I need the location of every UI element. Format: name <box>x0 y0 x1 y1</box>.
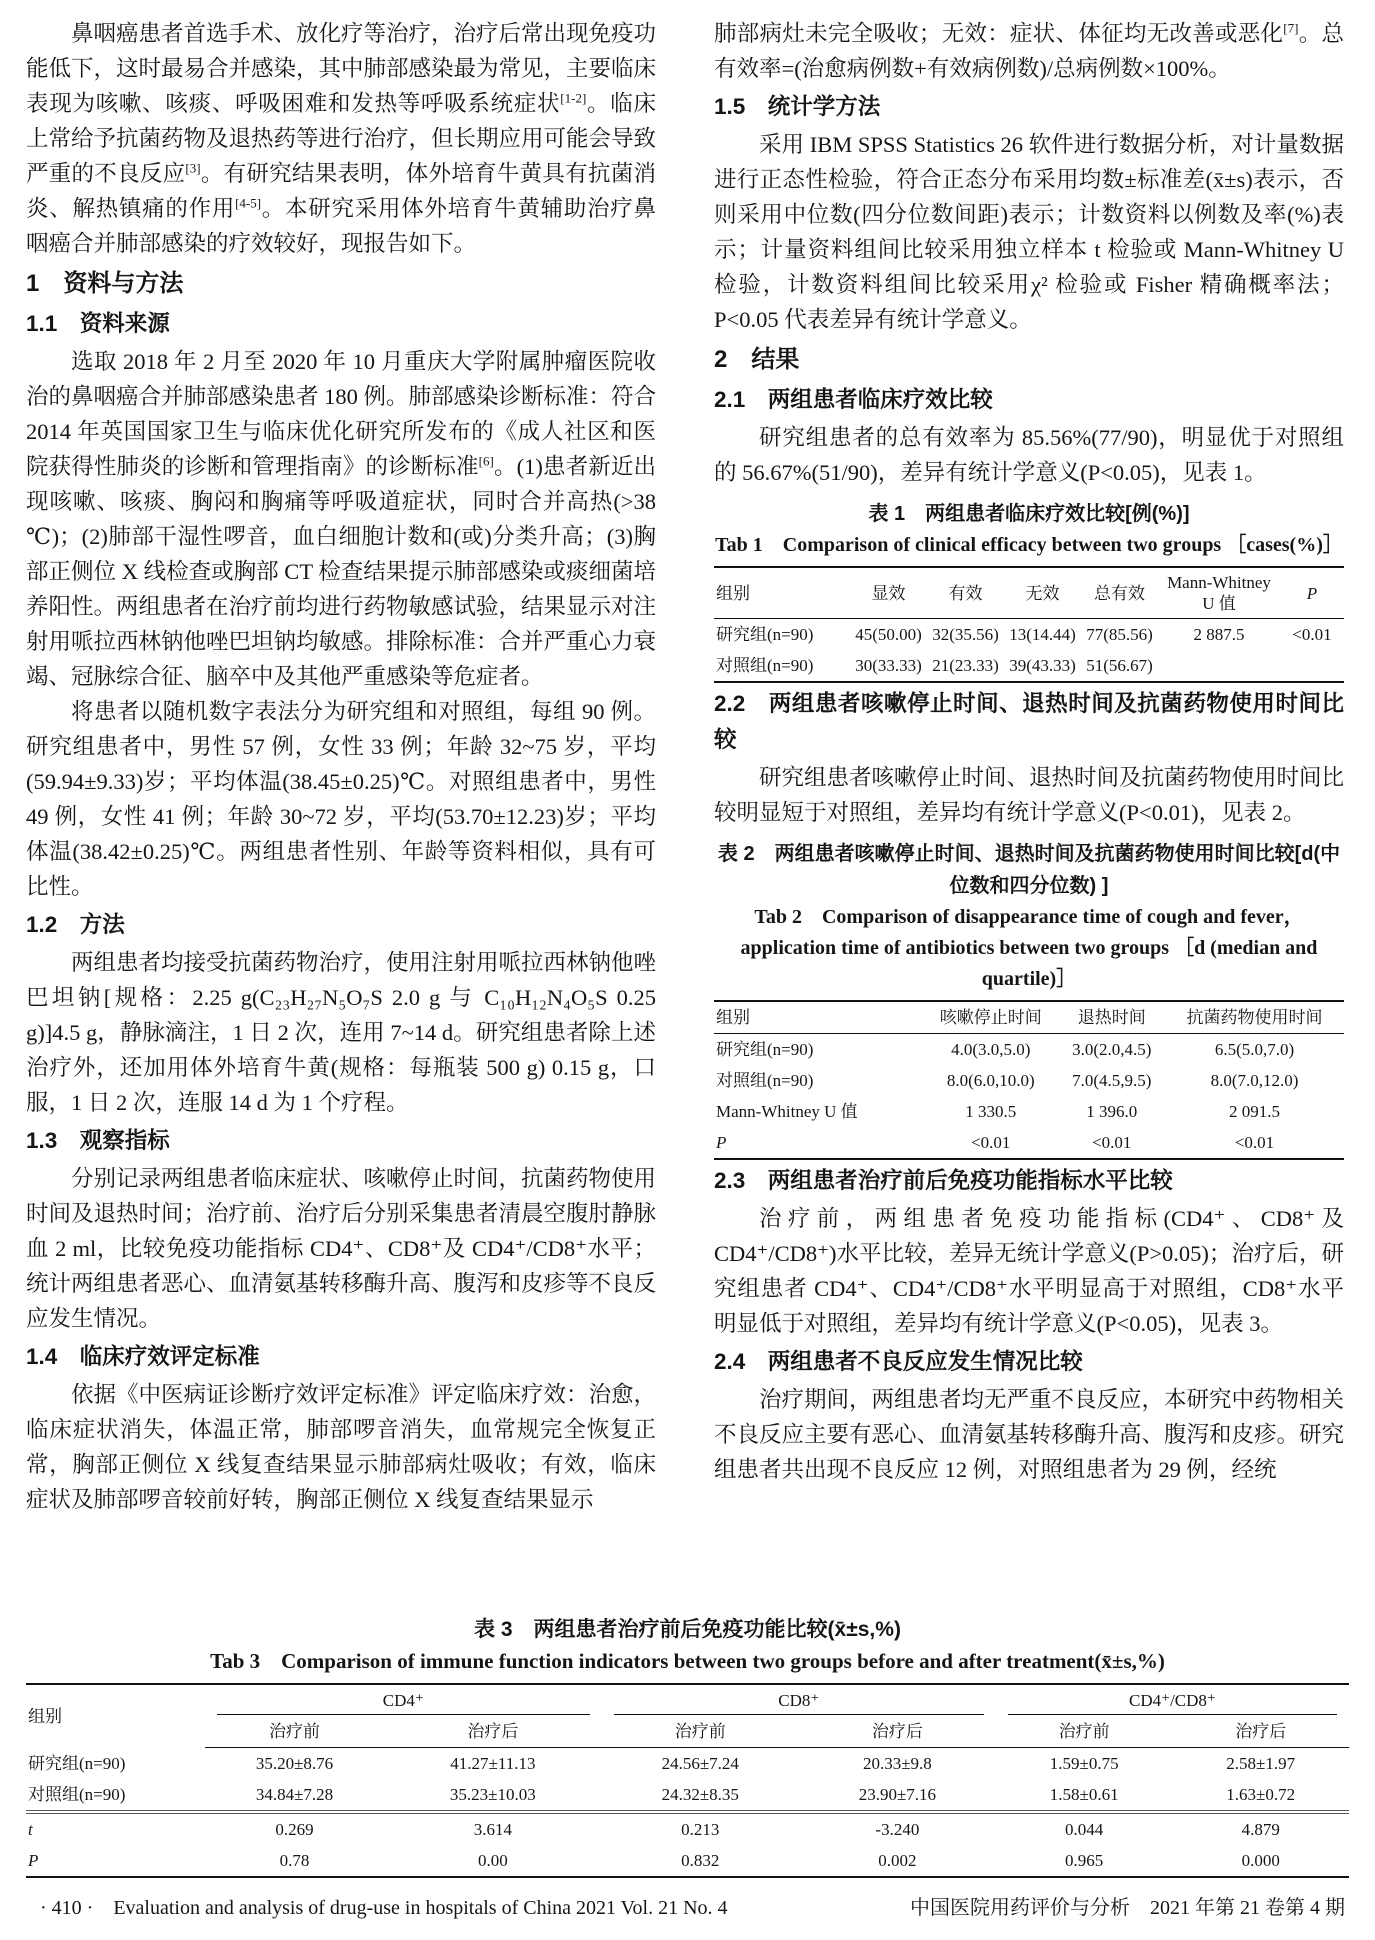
text-run: 。有研究结果表明，体外培育牛黄具有抗菌消炎、解热镇痛的作用 <box>26 161 656 221</box>
table-cell: 对照组(n=90) <box>716 1071 814 1090</box>
table-row <box>714 1065 1344 1096</box>
table-3 <box>26 1683 1349 1878</box>
column-header: 治疗前 <box>205 1716 384 1748</box>
table-cell: 研究组(n=90) <box>716 625 814 644</box>
table-cell: 1.59±0.75 <box>1049 1754 1119 1773</box>
two-column-body <box>26 16 1349 1604</box>
table-cell: 2.58±1.97 <box>1226 1754 1296 1773</box>
column-group-header: CD8⁺ <box>602 1684 996 1716</box>
heading-results: 2 结果 <box>714 346 800 373</box>
heading-adverse-reactions: 2.4 两组患者不良反应发生情况比较 <box>714 1349 1083 1374</box>
column-header: 抗菌药物使用时间 <box>1165 1001 1344 1034</box>
table-cell: 35.20±8.76 <box>255 1754 334 1773</box>
column-header: 治疗后 <box>1172 1716 1349 1748</box>
table-row <box>714 1127 1344 1159</box>
table-cell: 0.000 <box>1241 1851 1280 1870</box>
table-header-row <box>714 567 1344 619</box>
table-cell: 34.84±7.28 <box>205 1779 384 1812</box>
column-header: 治疗前 <box>996 1716 1173 1748</box>
paragraph-grouping: 将患者以随机数字表法分为研究组和对照组，每组 90 例。研究组患者中，男性 57 例，女性 33 例；年龄 32~75 岁，平均(59.94±9.33)岁；平均体温(38.45±0.25)℃。对照组患者中，男性 49 例，女性 41 例；年龄 30~72 岁，平均(53.70±12.23)岁；平均体温(38.42±0.25)℃。两组患者性别、年龄等资料相似，具有可比性。 <box>26 699 656 899</box>
table-cell: 0.044 <box>1065 1820 1104 1839</box>
table-cell: 20.33±9.8 <box>862 1754 932 1773</box>
text-run: 选取 2018 年 2 月至 2020 年 10 月重庆大学附属肿瘤医院收治的鼻咽癌合并肺部感染患者 180 例。肺部感染诊断标准：符合 2014 年英国国家卫生与临床优化研究所发布的《成人社区和医院获得性肺炎的诊断和管理指南》的诊断标准 <box>26 349 657 479</box>
table-cell: 0.00 <box>477 1851 508 1870</box>
table-cell: P <box>28 1851 39 1870</box>
table-cell: <0.01 <box>971 1133 1011 1152</box>
paragraph-adverse-reactions: 治疗期间，两组患者均无严重不良反应，本研究中药物相关不良反应主要有恶心、血清氨基转移酶升高、腹泻和皮疹。研究组患者共出现不良反应 12 例，对照组患者为 29 例，经统 <box>714 1387 1345 1482</box>
paragraph-time-comparison: 研究组患者咳嗽停止时间、退热时间及抗菌药物使用时间比较明显短于对照组，差异均有统计学意义(P<0.01)，见表 2。 <box>714 765 1345 825</box>
table-cell: <0.01 <box>1092 1133 1132 1152</box>
table-row <box>714 1096 1344 1127</box>
heading-time-comparison: 2.2 两组患者咳嗽停止时间、退热时间及抗菌药物使用时间比较 <box>714 691 1344 752</box>
table-3-section <box>26 1614 1349 1878</box>
reference-marker: [3] <box>185 160 201 176</box>
heading-method: 1.2 方法 <box>26 912 125 937</box>
table-cell: 0.832 <box>681 1851 720 1870</box>
table-cell: 0.78 <box>279 1851 310 1870</box>
table-cell: 7.0(4.5,9.5) <box>1072 1071 1152 1090</box>
table-row <box>714 650 1344 682</box>
text-run: 。本研究采用体外培育牛黄辅助治疗鼻咽癌合并肺部感染的疗效较好，现报告如下。 <box>26 196 656 256</box>
table-cell: 研究组(n=90) <box>716 1040 814 1059</box>
heading-statistical-methods: 1.5 统计学方法 <box>714 94 881 119</box>
table-cell: 32(35.56) <box>932 625 999 644</box>
table-cell: t <box>28 1820 33 1839</box>
table-cell: Mann-Whitney U 值 <box>716 1102 858 1121</box>
table-header-row <box>714 1001 1344 1034</box>
table-cell: 2 091.5 <box>1229 1102 1280 1121</box>
left-column <box>26 16 656 1604</box>
table-cell: -3.240 <box>875 1820 920 1839</box>
column-header: 显效 <box>850 567 927 619</box>
text-run: 。总有效率=(治愈病例数+有效病例数)/总病例数×100%。 <box>714 21 1344 81</box>
table-cell: 4.879 <box>1241 1820 1280 1839</box>
table-cell: 51(56.67) <box>1086 656 1153 675</box>
table-cell: 0.965 <box>1065 1851 1104 1870</box>
table-header-row <box>26 1684 1349 1716</box>
table-cell: 45(50.00) <box>855 625 922 644</box>
column-header: 组别 <box>714 1001 923 1034</box>
table-row <box>26 1845 1349 1877</box>
heading-immune-function-comparison: 2.3 两组患者治疗前后免疫功能指标水平比较 <box>714 1168 1173 1193</box>
table-cell: 13(14.44) <box>1009 625 1076 644</box>
table-cell: 41.27±11.13 <box>450 1754 536 1773</box>
table-cell: 3.0(2.0,4.5) <box>1072 1040 1152 1059</box>
table-cell: <0.01 <box>1234 1133 1275 1152</box>
table-cell <box>1158 650 1280 682</box>
text-run: 。(1)患者新近出现咳嗽、咳痰、胸闷和胸痛等呼吸道症状，同时合并高热(>38 ℃)；(2)肺部干湿性啰音，血白细胞计数和(或)分类升高；(3)胸部正侧位 X 线检查或胸部 CT 检查结果提示肺部感染或痰细菌培养阳性。两组患者在治疗前均进行药物敏感试验，结果显示对注射用哌拉西林钠他唑巴坦钠均敏感。排除标准：合并严重心力衰竭、冠脉综合征、脑卒中及其他严重感染等危症者。 <box>26 454 657 689</box>
column-header: P <box>1280 567 1344 619</box>
table-cell <box>1280 650 1344 682</box>
table3-caption-zh: 表 3 两组患者治疗前后免疫功能比较(x̄±s,%) <box>474 1618 901 1641</box>
column-header: 治疗前 <box>602 1716 799 1748</box>
table-cell: 77(85.56) <box>1086 625 1153 644</box>
table-cell: P <box>716 1133 727 1152</box>
table-cell: 35.23±10.03 <box>384 1779 602 1812</box>
text-run: 肺部病灶未完全吸收；无效：症状、体征均无改善或恶化 <box>714 21 1284 46</box>
column-header: 总有效 <box>1081 567 1158 619</box>
column-group-header: CD4⁺ <box>205 1684 602 1716</box>
table-cell: 23.90±7.16 <box>799 1779 996 1812</box>
paragraph-clinical-efficacy: 研究组患者的总有效率为 85.56%(77/90)，明显优于对照组的 56.67%(51/90)，差异有统计学意义(P<0.05)，见表 1。 <box>714 425 1344 485</box>
footer-left-journal-info: · 410 · Evaluation and analysis of drug-use in hospitals of China 2021 Vol. 21 No. 4 <box>40 1897 728 1919</box>
table-row <box>714 619 1344 651</box>
paragraph-immune-function: 治疗前，两组患者免疫功能指标(CD4⁺、CD8⁺及 CD4⁺/CD8⁺)水平比较，差异无统计学意义(P>0.05)；治疗后，研究组患者 CD4⁺、CD4⁺/CD8⁺水平明显高于对照组，CD8⁺水平明显低于对照组，差异均有统计学意义(P<0.05)，见表 3。 <box>714 1206 1344 1336</box>
paragraph-observation-indicators: 分别记录两组患者临床症状、咳嗽停止时间，抗菌药物使用时间及退热时间；治疗前、治疗后分别采集患者清晨空腹肘静脉血 2 ml，比较免疫功能指标 CD4⁺、CD8⁺及 CD4⁺/CD8⁺水平；统计两组患者恶心、血清氨基转移酶升高、腹泻和皮疹等不良反应发生情况。 <box>26 1166 657 1331</box>
column-header: 组别 <box>28 1706 62 1726</box>
column-header: 退热时间 <box>1059 1001 1166 1034</box>
paragraph-method: 两组患者均接受抗菌药物治疗，使用注射用哌拉西林钠他唑巴坦钠[规格：2.25 g(C₂₃H₂₇N₅O₇S 2.0 g 与 C₁₀H₁₂N₄O₅S 0.25 g)]4.5 g，静脉滴注，1 日 2 次，连用 7~14 d。研究组患者除上述治疗外，还加用体外培育牛黄(规格：每瓶装 500 g) 0.15 g，口服，1 日 2 次，连服 14 d 为 1 个疗程。 <box>26 950 657 1115</box>
paragraph-data-source <box>26 344 656 694</box>
paragraph-efficacy-criteria: 依据《中医病证诊断疗效评定标准》评定临床疗效：治愈，临床症状消失，体温正常，肺部啰音消失，血常规完全恢复正常，胸部正侧位 X 线复查结果显示肺部病灶吸收；有效，临床症状及肺部啰音较前好转，胸部正侧位 X 线复查结果显示 <box>26 1382 657 1512</box>
table-cell: 3.614 <box>473 1820 512 1839</box>
table-2 <box>714 1000 1344 1160</box>
table-cell: 对照组(n=90) <box>26 1779 205 1812</box>
table-cell: <0.01 <box>1292 625 1332 644</box>
heading-data-source: 1.1 资料来源 <box>26 311 170 336</box>
heading-clinical-efficacy-comparison: 2.1 两组患者临床疗效比较 <box>714 387 993 412</box>
table-row <box>714 1034 1344 1066</box>
reference-marker: [1-2] <box>560 90 587 106</box>
page-footer <box>40 1891 1345 1920</box>
reference-marker: [4-5] <box>235 195 262 211</box>
table3-caption-en: Tab 3 Comparison of immune function indicators between two groups before and after treatment(x̄±s,%) <box>210 1649 1165 1673</box>
heading-materials-and-methods: 1 资料与方法 <box>26 270 184 297</box>
column-header: 无效 <box>1004 567 1081 619</box>
table-cell: 30(33.33) <box>855 656 922 675</box>
table-cell: 2 887.5 <box>1193 625 1245 644</box>
table-cell: 4.0(3.0,5.0) <box>951 1040 1031 1059</box>
column-header: 组别 <box>714 567 850 619</box>
table-cell: 24.32±8.35 <box>602 1779 799 1812</box>
table-cell: 39(43.33) <box>1009 656 1076 675</box>
table-cell: 0.213 <box>681 1820 720 1839</box>
table-row <box>26 1779 1349 1812</box>
footer-right-journal-info: 中国医院用药评价与分析 2021 年第 21 卷第 4 期 <box>910 1897 1345 1919</box>
column-header: 咳嗽停止时间 <box>923 1001 1059 1034</box>
table-cell: 21(23.33) <box>932 656 999 675</box>
table-1 <box>714 566 1344 683</box>
table-cell: 对照组(n=90) <box>716 656 814 675</box>
paragraph-statistical-methods: 采用 IBM SPSS Statistics 26 软件进行数据分析，对计量数据进行正态性检验，符合正态分布采用均数±标准差(x̄±s)表示，否则采用中位数(四分位数间距)表示；计数资料以例数及率(%)表示；计量资料组间比较采用独立样本 t 检验或 Mann-Whitney U 检验，计数资料组间比较采用χ² 检验或 Fisher 精确概率法；P<0.05 代表差异有统计学意义。 <box>714 132 1344 332</box>
table2-caption-en: Tab 2 Comparison of disappearance time of cough and fever，application time of antibiotics between two groups ［d (median and quartile)］ <box>740 906 1318 990</box>
column-header: 有效 <box>927 567 1004 619</box>
table-row <box>26 1812 1349 1845</box>
right-column <box>714 16 1344 1604</box>
table1-caption-en: Tab 1 Comparison of clinical efficacy between two groups ［cases(%)］ <box>715 534 1343 556</box>
text-run: 鼻咽癌患者首选手术、放化疗等治疗，治疗后常出现免疫功能低下，这时最易合并感染，其中肺部感染最为常见，主要临床表现为咳嗽、咳痰、呼吸困难和发热等呼吸系统症状 <box>26 21 657 116</box>
column-header: 治疗后 <box>384 1716 602 1748</box>
heading-observation-indicators: 1.3 观察指标 <box>26 1128 170 1153</box>
intro-paragraph <box>26 16 656 261</box>
table-cell: 研究组(n=90) <box>28 1753 126 1773</box>
table1-caption-zh: 表 1 两组患者临床疗效比较[例(%)] <box>868 503 1190 525</box>
column-header: 治疗后 <box>799 1716 996 1748</box>
table-row <box>26 1748 1349 1780</box>
table-cell: 24.56±7.24 <box>661 1754 739 1773</box>
reference-marker: [6] <box>478 453 494 469</box>
table-cell: 8.0(6.0,10.0) <box>946 1071 1035 1090</box>
table-cell: 8.0(7.0,12.0) <box>1210 1071 1299 1090</box>
paragraph-efficacy-criteria-continued <box>714 16 1344 86</box>
column-group-header: CD4⁺/CD8⁺ <box>996 1684 1349 1716</box>
table-cell: 0.269 <box>275 1820 314 1839</box>
table-cell: 1.58±0.61 <box>996 1779 1173 1812</box>
table-cell: 1 330.5 <box>965 1102 1017 1121</box>
column-header: Mann-Whitney U 值 <box>1158 567 1280 619</box>
text-run: 。临床上常给予抗菌药物及退热药等进行治疗，但长期应用可能会导致严重的不良反应 <box>26 91 657 186</box>
table-cell: 0.002 <box>878 1851 917 1870</box>
table2-caption-zh: 表 2 两组患者咳嗽停止时间、退热时间及抗菌药物使用时间比较[d(中位数和四分位数) ] <box>717 843 1341 897</box>
table-cell: 6.5(5.0,7.0) <box>1214 1040 1295 1059</box>
table-subheader-row <box>26 1716 1349 1748</box>
reference-marker: [7] <box>1283 20 1299 36</box>
heading-efficacy-criteria: 1.4 临床疗效评定标准 <box>26 1344 260 1369</box>
table-cell: 1.63±0.72 <box>1172 1779 1349 1812</box>
table-cell: 1 396.0 <box>1086 1102 1138 1121</box>
